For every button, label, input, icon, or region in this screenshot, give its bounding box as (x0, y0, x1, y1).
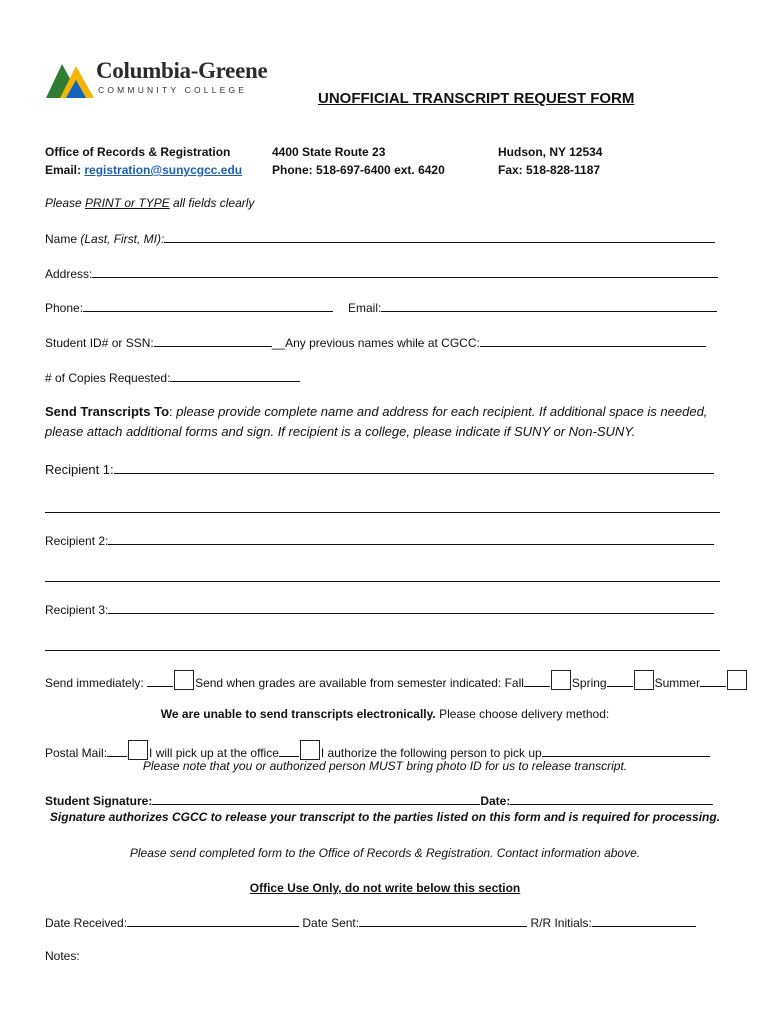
previous-names-input[interactable] (480, 335, 706, 347)
notes-label: Notes: (45, 949, 80, 963)
send-to-note: please provide complete name and address for each recipient. If additional space is needed, please attach additional forms and sign. If recipient is a college, please indicate if SUNY or Non-SUNY. (45, 404, 708, 439)
city-state: Hudson, NY 12534 (498, 145, 603, 159)
recipient-3-field: Recipient 3: (45, 602, 714, 617)
send-to-heading: Send Transcripts To (45, 404, 170, 419)
form-title: UNOFFICIAL TRANSCRIPT REQUEST FORM (318, 90, 635, 107)
signature-date-input[interactable] (510, 793, 713, 805)
recipient-3-line-2[interactable] (45, 650, 720, 651)
street-address: 4400 State Route 23 (272, 145, 386, 159)
office-use-fields: Date Received: Date Sent: R/R Initials: (45, 915, 696, 930)
recipient-1-line-2[interactable] (45, 512, 720, 513)
authorized-person-input[interactable] (542, 745, 710, 757)
send-timing: Send immediately: Send when grades are available from semester indicated: Fall Spring Summer (45, 670, 748, 690)
summer-checkbox[interactable] (727, 670, 747, 690)
recipient-2-field: Recipient 2: (45, 533, 714, 548)
email-field: Email: (348, 300, 717, 315)
office-use-heading: Office Use Only, do not write below this section (249, 881, 521, 895)
name-field: Name (Last, First, MI): (45, 231, 715, 246)
office-name: Office of Records & Registration (45, 145, 231, 159)
email-link[interactable]: registration@sunycgcc.edu (84, 163, 243, 177)
mountain-logo-icon (44, 56, 98, 102)
logo-subtitle: COMMUNITY COLLEGE (98, 85, 248, 95)
address-field: Address: (45, 266, 718, 281)
recipient-3-input[interactable] (108, 602, 714, 614)
address-input[interactable] (92, 266, 718, 278)
recipient-2-input[interactable] (108, 533, 714, 545)
contact-city (498, 143, 602, 179)
phone-input[interactable] (83, 300, 333, 312)
college-logo (44, 56, 284, 106)
postal-mail-checkbox[interactable] (128, 740, 148, 760)
contact-office (45, 143, 242, 179)
delivery-options: Postal Mail: I will pick up at the office I authorize the following person to pick up (45, 740, 710, 760)
send-immediately-checkbox[interactable] (174, 670, 194, 690)
photo-id-note: Please note that you or authorized person MUST bring photo ID for us to release transcript. (142, 759, 628, 773)
recipient-2-line-2[interactable] (45, 581, 720, 582)
logo-name: Columbia-Greene (96, 58, 268, 83)
email-line: Email: registration@sunycgcc.edu (45, 163, 243, 177)
send-to-section: Send Transcripts To: please provide complete name and address for each recipient. If additional space is needed, please attach additional forms and sign. If recipient is a college, please indicate if SUNY or Non-SUNY. (45, 404, 708, 439)
send-completed-note: Please send completed form to the Office of Records & Registration. Contact information above. (129, 846, 641, 860)
fall-checkbox[interactable] (551, 670, 571, 690)
name-input[interactable] (164, 231, 715, 243)
delivery-instruction: We are unable to send transcripts electronically. Please choose delivery method: (160, 707, 610, 721)
phone-number: Phone: 518-697-6400 ext. 6420 (272, 163, 445, 177)
contact-address (272, 143, 445, 179)
student-id-field: Student ID# or SSN: __Any previous names while at CGCC: (45, 335, 706, 350)
recipient-1-field: Recipient 1: (45, 462, 714, 477)
pickup-checkbox[interactable] (300, 740, 320, 760)
recipient-1-input[interactable] (114, 462, 714, 474)
email-input[interactable] (381, 300, 717, 312)
rr-initials-input[interactable] (592, 915, 696, 927)
fax-number: Fax: 518-828-1187 (498, 163, 601, 177)
copies-input[interactable] (170, 370, 300, 382)
signature-field: Student Signature: Date: (45, 793, 713, 808)
date-sent-input[interactable] (359, 915, 527, 927)
signature-input[interactable] (152, 793, 480, 805)
phone-field: Phone: (45, 300, 333, 315)
date-received-input[interactable] (127, 915, 299, 927)
student-id-input[interactable] (154, 335, 272, 347)
instructions: Please PRINT or TYPE all fields clearly (45, 196, 255, 210)
spring-checkbox[interactable] (634, 670, 654, 690)
signature-note: Signature authorizes CGCC to release your transcript to the parties listed on this form and is required for processing. (49, 810, 721, 824)
copies-field: # of Copies Requested: (45, 370, 300, 385)
